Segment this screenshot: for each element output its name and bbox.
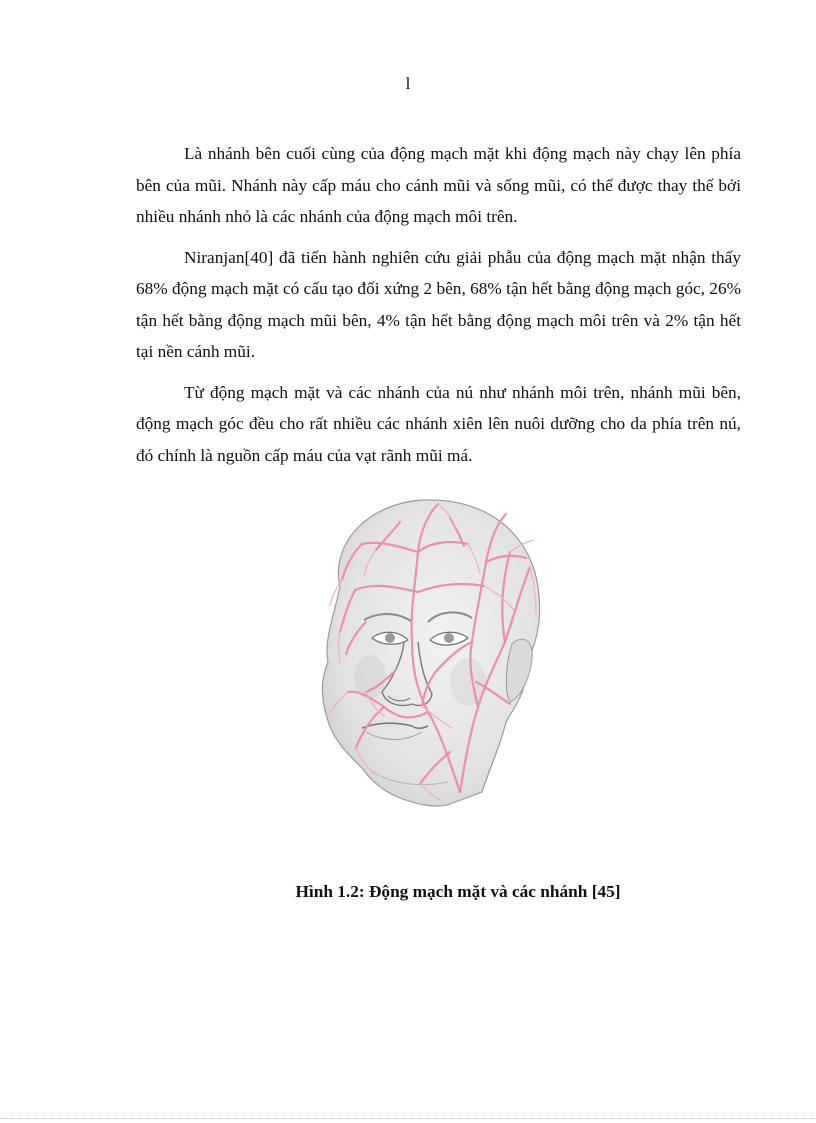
figure-caption: Hình 1.2: Động mạch mặt và các nhánh [45] bbox=[295, 882, 621, 901]
head-illustration bbox=[300, 492, 560, 818]
paragraph-3: Từ động mạch mặt và các nhánh của nú như nhánh môi trên, nhánh mũi bên, động mạch góc đều cho rất nhiều các nhánh xiên lên nuôi dưỡng cho da phía trên nú, đó chính là nguồn cấp máu của vạt rãnh mũi má. bbox=[136, 382, 741, 465]
figure-facial-artery-illustration bbox=[300, 492, 560, 818]
ear-shape bbox=[506, 639, 532, 702]
paragraph-2: Niranjan[40] đã tiến hành nghiên cứu giải phẫu của động mạch mặt nhận thấy 68% động mạch mặt có cấu tạo đối xứng 2 bên, 68% tận hết bằng động mạch góc, 26% tận hết bằng động mạch mũi bên, 4% tận hết bằng động mạch môi trên và 2% tận hết tại nền cánh mũi. bbox=[136, 247, 741, 361]
paragraph-1: Là nhánh bên cuối cùng của động mạch mặt khi động mạch này chạy lên phía bên của mũi. Nhánh này cấp máu cho cánh mũi và sống mũi, có thể được thay thế bởi nhiều nhánh nhỏ là các nhánh của động mạch môi trên. bbox=[136, 144, 741, 226]
page-bottom-divider bbox=[0, 1118, 816, 1119]
body-text bbox=[136, 138, 741, 480]
page-number: l bbox=[405, 74, 411, 93]
